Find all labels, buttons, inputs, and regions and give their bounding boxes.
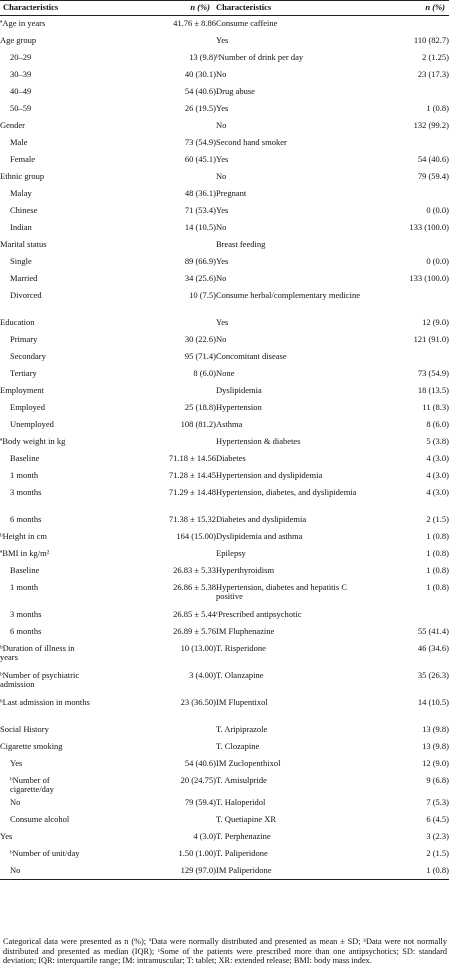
table-row bbox=[0, 271, 449, 288]
right-characteristic-cell: Yes bbox=[216, 34, 229, 45]
left-characteristic-text: 30–39 bbox=[10, 68, 32, 79]
left-characteristic-cell: Marital status bbox=[0, 238, 47, 249]
left-characteristic-cell: Social History bbox=[0, 723, 49, 734]
right-characteristic-cell: Pregnant bbox=[216, 187, 247, 198]
left-value-cell: 95 (71.4) bbox=[184, 350, 216, 361]
left-characteristic-cell bbox=[0, 812, 93, 829]
left-value-cell: 26.89 ± 5.76 bbox=[173, 625, 216, 636]
left-value-cell: 10 (7.5) bbox=[189, 289, 216, 300]
left-characteristic-cell bbox=[0, 152, 93, 169]
left-characteristic-text: Yes bbox=[10, 757, 23, 768]
right-characteristic-cell: Concomitant disease bbox=[216, 350, 287, 361]
left-value-cell bbox=[93, 315, 216, 332]
table-row bbox=[0, 366, 449, 383]
right-characteristic-cell: No bbox=[216, 333, 227, 344]
table-row bbox=[0, 349, 449, 366]
left-value-cell bbox=[93, 118, 216, 135]
right-characteristic-cell: Dyslipidemia bbox=[216, 384, 262, 395]
right-value-cell: 1 (0.8) bbox=[368, 863, 449, 880]
left-characteristic-text: ᵇNumber of unit/day bbox=[10, 847, 80, 858]
right-value-cell: 4 (3.0) bbox=[426, 452, 449, 463]
left-characteristic-text: Chinese bbox=[10, 204, 38, 215]
left-characteristic-text: Baseline bbox=[10, 452, 40, 463]
right-value-cell: 2 (1.5) bbox=[426, 847, 449, 858]
left-characteristic-cell bbox=[0, 580, 93, 607]
left-value-cell: 30 (22.6) bbox=[184, 333, 216, 344]
right-value-cell: 1 (0.8) bbox=[426, 102, 449, 113]
left-characteristic-text: 1 month bbox=[10, 581, 39, 592]
right-characteristic-cell: Epilepsy bbox=[216, 547, 246, 558]
right-value-cell: 1 (0.8) bbox=[426, 547, 449, 558]
left-characteristic-text: 6 months bbox=[10, 513, 42, 524]
table-row bbox=[0, 863, 449, 880]
left-characteristic-text: Female bbox=[10, 153, 36, 164]
left-characteristic-cell bbox=[0, 563, 93, 580]
left-characteristic-text: Employed bbox=[10, 401, 45, 412]
left-value-cell: 73 (54.9) bbox=[184, 136, 216, 147]
left-value-cell: 26.83 ± 5.33 bbox=[173, 564, 216, 575]
left-characteristic-text: 50–59 bbox=[10, 102, 32, 113]
table-row bbox=[0, 16, 449, 33]
table-body bbox=[0, 16, 449, 880]
left-characteristic-text: 40–49 bbox=[10, 85, 32, 96]
right-characteristic-cell: Yes bbox=[216, 153, 229, 164]
right-value-cell bbox=[368, 84, 449, 101]
table-footnote: Categorical data were presented as n (%); ªData were normally distributed and presented as mean ± SD; ᵇData were not normally distributed and presented as median (IQR); ᶜSome of the patients were prescribed more than one antipsychotics; SD: standard deviation; IQR: interquartile range; IM: intramuscular; T: tablet; XR: extended release; BMI: body mass index. bbox=[3, 937, 447, 966]
left-value-cell bbox=[93, 722, 216, 739]
left-characteristic-cell bbox=[0, 67, 93, 84]
left-characteristic-text: No bbox=[10, 796, 21, 807]
left-characteristic-cell bbox=[0, 400, 93, 417]
left-value-cell bbox=[93, 383, 216, 400]
right-value-cell: 8 (6.0) bbox=[426, 418, 449, 429]
table-row bbox=[0, 468, 449, 485]
right-value-cell: 1 (0.8) bbox=[426, 564, 449, 575]
right-value-cell bbox=[368, 237, 449, 254]
table-row bbox=[0, 812, 449, 829]
table-row bbox=[0, 641, 449, 668]
left-characteristic-cell: Cigarette smoking bbox=[0, 740, 63, 751]
right-value-cell: 1 (0.8) bbox=[426, 581, 449, 592]
table-row bbox=[0, 33, 449, 50]
table-row bbox=[0, 756, 449, 773]
left-value-cell: 23 (36.50) bbox=[180, 696, 216, 707]
left-characteristic-cell: ᵇHeight in cm bbox=[0, 530, 48, 541]
table-row bbox=[0, 529, 449, 546]
left-value-cell bbox=[93, 237, 216, 254]
left-characteristic-cell bbox=[0, 451, 93, 468]
table-row bbox=[0, 512, 449, 529]
table-row bbox=[0, 580, 449, 607]
right-characteristic-cell: T. Paliperidone bbox=[216, 847, 268, 858]
left-characteristic-cell: Yes bbox=[0, 830, 13, 841]
left-value-cell: 25 (18.8) bbox=[184, 401, 216, 412]
left-characteristic-text: Tertiary bbox=[10, 367, 37, 378]
right-characteristic-cell: No bbox=[216, 272, 227, 283]
right-value-cell: 3 (2.3) bbox=[426, 830, 449, 841]
left-characteristic-cell bbox=[0, 101, 93, 118]
left-characteristic-cell bbox=[0, 512, 93, 529]
right-characteristic-cell: Hypertension, diabetes, and dyslipidemia bbox=[216, 486, 357, 497]
table-row bbox=[0, 186, 449, 203]
left-characteristic-cell bbox=[0, 773, 93, 795]
table-row bbox=[0, 237, 449, 254]
left-characteristic-text: Primary bbox=[10, 333, 38, 344]
table-row bbox=[0, 695, 449, 722]
right-characteristic-cell: ᶜPrescribed antipsychotic bbox=[216, 608, 302, 619]
table-row bbox=[0, 118, 449, 135]
left-characteristic-cell bbox=[0, 135, 93, 152]
left-characteristic-cell bbox=[0, 288, 93, 315]
table-row bbox=[0, 846, 449, 863]
left-value-cell bbox=[93, 33, 216, 50]
right-characteristic-cell: T. Olanzapine bbox=[216, 669, 264, 680]
right-characteristic-cell: T. Clozapine bbox=[216, 740, 260, 751]
right-characteristic-cell: ᵇNumber of drink per day bbox=[216, 51, 304, 62]
left-characteristic-text: 3 months bbox=[10, 486, 42, 497]
right-characteristic-cell: T. Risperidone bbox=[216, 642, 266, 653]
left-characteristic-text: 3 months bbox=[10, 608, 42, 619]
right-value-cell: 13 (9.8) bbox=[422, 740, 449, 751]
left-characteristic-cell bbox=[0, 485, 93, 512]
table-row bbox=[0, 67, 449, 84]
table-row bbox=[0, 624, 449, 641]
right-value-cell bbox=[368, 186, 449, 203]
right-value-cell: 0 (0.0) bbox=[426, 204, 449, 215]
left-value-cell bbox=[93, 169, 216, 186]
left-characteristic-text: 6 months bbox=[10, 625, 42, 636]
left-characteristic-text: No bbox=[10, 864, 21, 875]
left-value-cell: 40 (30.1) bbox=[184, 68, 216, 79]
right-value-cell: 110 (82.7) bbox=[413, 34, 449, 45]
table-row bbox=[0, 451, 449, 468]
right-value-cell bbox=[368, 288, 449, 315]
left-characteristic-cell bbox=[0, 468, 93, 485]
right-characteristic-cell: T. Aripiprazole bbox=[216, 723, 268, 734]
right-characteristic-cell: T. Haloperidol bbox=[216, 796, 266, 807]
left-characteristic-cell bbox=[0, 846, 93, 863]
left-characteristic-cell bbox=[0, 332, 93, 349]
left-value-cell: 13 (9.8) bbox=[189, 51, 216, 62]
left-characteristic-cell: ᵇDuration of illness in years bbox=[0, 642, 75, 662]
left-characteristic-cell: Age group bbox=[0, 34, 37, 45]
table-row bbox=[0, 563, 449, 580]
right-characteristic-cell: No bbox=[216, 221, 227, 232]
right-value-cell: 5 (3.8) bbox=[426, 435, 449, 446]
right-characteristic-cell: T. Amisulpride bbox=[216, 774, 267, 785]
table-row bbox=[0, 84, 449, 101]
table-header-row bbox=[0, 1, 449, 16]
table-row bbox=[0, 169, 449, 186]
left-characteristic-cell: ªBody weight in kg bbox=[0, 435, 66, 446]
table-row bbox=[0, 135, 449, 152]
right-characteristic-cell: Yes bbox=[216, 204, 229, 215]
left-value-cell: 164 (15.00) bbox=[176, 530, 216, 541]
left-characteristic-cell: Ethnic group bbox=[0, 170, 45, 181]
left-value-cell: 10 (13.00) bbox=[180, 642, 216, 653]
right-characteristic-cell: T. Perphenazine bbox=[216, 830, 271, 841]
right-characteristic-cell: Yes bbox=[216, 316, 229, 327]
table-row bbox=[0, 101, 449, 118]
left-value-cell: 3 (4.00) bbox=[189, 669, 216, 680]
left-value-cell: 48 (36.1) bbox=[184, 187, 216, 198]
left-characteristic-text: Secondary bbox=[10, 350, 46, 361]
header-characteristics-left: Characteristics bbox=[0, 1, 93, 16]
left-characteristic-text: Unemployed bbox=[10, 418, 54, 429]
right-value-cell bbox=[368, 16, 449, 33]
left-characteristic-text: Malay bbox=[10, 187, 32, 198]
table-row bbox=[0, 668, 449, 695]
table-row bbox=[0, 607, 449, 624]
right-value-cell: 9 (6.8) bbox=[426, 774, 449, 785]
header-n-percent-left: n (%) bbox=[93, 1, 216, 16]
right-value-cell: 14 (10.5) bbox=[417, 696, 449, 707]
right-value-cell: 18 (13.5) bbox=[417, 384, 449, 395]
right-value-cell: 13 (9.8) bbox=[422, 723, 449, 734]
left-characteristic-text: Divorced bbox=[10, 289, 42, 300]
table-row bbox=[0, 152, 449, 169]
left-characteristic-cell: Gender bbox=[0, 119, 26, 130]
right-value-cell: 46 (34.6) bbox=[417, 642, 449, 653]
table-row bbox=[0, 383, 449, 400]
table-row bbox=[0, 546, 449, 563]
table-row bbox=[0, 417, 449, 434]
left-value-cell: 60 (45.1) bbox=[184, 153, 216, 164]
left-characteristic-text: ᵇNumber of cigarette/day bbox=[10, 774, 54, 794]
right-characteristic-cell: IM Zuclopenthixol bbox=[216, 757, 281, 768]
right-characteristic-cell: Hypertension and dyslipidemia bbox=[216, 469, 323, 480]
right-characteristic-cell: Dyslipidemia and asthma bbox=[216, 530, 303, 541]
left-value-cell: 54 (40.6) bbox=[184, 85, 216, 96]
table-row bbox=[0, 434, 449, 451]
left-value-cell: 108 (81.2) bbox=[180, 418, 216, 429]
right-value-cell: 133 (100.0) bbox=[409, 272, 449, 283]
table-row bbox=[0, 795, 449, 812]
right-characteristic-cell: None bbox=[216, 367, 235, 378]
right-value-cell: 2 (1.25) bbox=[422, 51, 449, 62]
left-value-cell: 71.28 ± 14.45 bbox=[168, 469, 216, 480]
right-value-cell: 132 (99.2) bbox=[413, 119, 449, 130]
right-characteristic-cell: IM Flupentixol bbox=[216, 696, 268, 707]
left-value-cell: 79 (59.4) bbox=[184, 796, 216, 807]
left-characteristic-text: Indian bbox=[10, 221, 32, 232]
table-row bbox=[0, 254, 449, 271]
left-value-cell: 71.29 ± 14.48 bbox=[168, 486, 216, 497]
table-row bbox=[0, 722, 449, 739]
header-characteristics-right: Characteristics bbox=[216, 1, 368, 16]
right-value-cell: 23 (17.3) bbox=[417, 68, 449, 79]
right-characteristic-cell: Hypertension, diabetes and hepatitis C positive bbox=[216, 581, 348, 601]
left-characteristic-text: 1 month bbox=[10, 469, 39, 480]
left-value-cell: 26.86 ± 5.38 bbox=[173, 581, 216, 592]
left-characteristic-cell: Employment bbox=[0, 384, 44, 395]
right-value-cell: 73 (54.9) bbox=[417, 367, 449, 378]
right-value-cell: 6 (4.5) bbox=[426, 813, 449, 824]
right-characteristic-cell: Yes bbox=[216, 102, 229, 113]
table-row bbox=[0, 829, 449, 846]
left-characteristic-cell: ªAge in years bbox=[0, 18, 46, 28]
right-value-cell: 54 (40.6) bbox=[417, 153, 449, 164]
table-row bbox=[0, 203, 449, 220]
right-value-cell bbox=[368, 135, 449, 152]
table-row bbox=[0, 332, 449, 349]
right-value-cell: 11 (8.3) bbox=[422, 401, 449, 412]
right-value-cell: 0 (0.0) bbox=[426, 255, 449, 266]
left-characteristic-text: Single bbox=[10, 255, 32, 266]
left-value-cell: 89 (66.9) bbox=[184, 255, 216, 266]
table-row bbox=[0, 400, 449, 417]
right-characteristic-cell: Consume caffeine bbox=[216, 18, 278, 28]
left-characteristic-cell bbox=[0, 863, 93, 880]
right-characteristic-cell: IM Fluphenazine bbox=[216, 625, 275, 636]
left-value-cell: 26.85 ± 5.44 bbox=[173, 608, 216, 619]
right-characteristic-cell: T. Quetiapine XR bbox=[216, 813, 277, 824]
right-value-cell: 4 (3.0) bbox=[426, 469, 449, 480]
left-value-cell bbox=[93, 739, 216, 756]
left-characteristic-cell: ªBMI in kg/m² bbox=[0, 547, 50, 558]
right-value-cell: 121 (91.0) bbox=[413, 333, 449, 344]
right-characteristic-cell: No bbox=[216, 119, 227, 130]
left-value-cell: 41.76 ± 8.86 bbox=[173, 18, 216, 28]
table-row bbox=[0, 739, 449, 756]
right-characteristic-cell: Drug abuse bbox=[216, 85, 255, 96]
right-characteristic-cell: Diabetes and dyslipidemia bbox=[216, 513, 307, 524]
left-value-cell: 26 (19.5) bbox=[184, 102, 216, 113]
left-value-cell bbox=[93, 434, 216, 451]
left-characteristic-cell bbox=[0, 349, 93, 366]
left-characteristic-cell: ᵇLast admission in months bbox=[0, 696, 90, 707]
left-characteristic-text: Consume alcohol bbox=[10, 813, 70, 824]
left-value-cell: 71.18 ± 14.56 bbox=[168, 452, 216, 463]
left-value-cell: 54 (40.6) bbox=[184, 757, 216, 768]
left-characteristic-cell: Education bbox=[0, 316, 35, 327]
left-value-cell: 4 (3.0) bbox=[193, 830, 216, 841]
right-value-cell: 2 (1.5) bbox=[426, 513, 449, 524]
right-characteristic-cell: No bbox=[216, 68, 227, 79]
left-characteristic-cell bbox=[0, 795, 93, 812]
left-value-cell bbox=[93, 546, 216, 563]
right-value-cell: 1 (0.8) bbox=[426, 530, 449, 541]
left-value-cell: 8 (6.0) bbox=[193, 367, 216, 378]
left-characteristic-cell bbox=[0, 366, 93, 383]
right-characteristic-cell: Yes bbox=[216, 255, 229, 266]
right-value-cell: 133 (100.0) bbox=[409, 221, 449, 232]
right-value-cell bbox=[368, 349, 449, 366]
table-row bbox=[0, 50, 449, 67]
right-characteristic-cell: Second hand smoker bbox=[216, 136, 287, 147]
right-value-cell: 35 (26.3) bbox=[417, 669, 449, 680]
right-characteristic-cell: Diabetes bbox=[216, 452, 246, 463]
right-characteristic-cell: IM Paliperidone bbox=[216, 863, 368, 880]
right-characteristic-cell: Hypertension bbox=[216, 401, 262, 412]
right-value-cell bbox=[368, 607, 449, 624]
right-characteristic-cell: Consume herbal/complementary medicine bbox=[216, 289, 360, 300]
right-value-cell: 7 (5.3) bbox=[426, 796, 449, 807]
left-value-cell: 71.38 ± 15.32 bbox=[168, 513, 216, 524]
left-characteristic-cell bbox=[0, 254, 93, 271]
left-value-cell bbox=[93, 812, 216, 829]
left-characteristic-text: Married bbox=[10, 272, 38, 283]
right-characteristic-cell: Hypertension & diabetes bbox=[216, 435, 301, 446]
left-value-cell: 71 (53.4) bbox=[184, 204, 216, 215]
left-characteristic-cell bbox=[0, 271, 93, 288]
table-row bbox=[0, 288, 449, 315]
left-characteristic-text: Male bbox=[10, 136, 28, 147]
left-characteristic-cell bbox=[0, 203, 93, 220]
right-characteristic-cell: No bbox=[216, 170, 227, 181]
table-row bbox=[0, 773, 449, 795]
right-value-cell: 12 (9.0) bbox=[422, 757, 449, 768]
left-value-cell: 20 (24.75) bbox=[180, 774, 216, 785]
right-value-cell: 79 (59.4) bbox=[417, 170, 449, 181]
right-characteristic-cell: Asthma bbox=[216, 418, 243, 429]
left-characteristic-cell: ᵇNumber of psychiatric admission bbox=[0, 669, 80, 689]
left-characteristic-cell bbox=[0, 417, 93, 434]
right-value-cell: 12 (9.0) bbox=[422, 316, 449, 327]
table-row bbox=[0, 315, 449, 332]
left-characteristic-cell bbox=[0, 624, 93, 641]
left-characteristic-text: 20–29 bbox=[10, 51, 32, 62]
right-value-cell: 55 (41.4) bbox=[417, 625, 449, 636]
left-characteristic-cell bbox=[0, 50, 93, 67]
right-characteristic-cell: Breast feeding bbox=[216, 238, 266, 249]
table-row bbox=[0, 485, 449, 512]
left-characteristic-cell bbox=[0, 84, 93, 101]
left-characteristic-cell bbox=[0, 756, 93, 773]
right-value-cell: 4 (3.0) bbox=[426, 486, 449, 497]
left-characteristic-cell bbox=[0, 220, 93, 237]
left-characteristic-cell bbox=[0, 607, 93, 624]
left-value-cell: 14 (10.5) bbox=[184, 221, 216, 232]
left-characteristic-text: Baseline bbox=[10, 564, 40, 575]
right-characteristic-cell: Hyperthyroidism bbox=[216, 564, 275, 575]
left-value-cell: 129 (97.0) bbox=[93, 863, 216, 880]
left-characteristic-cell bbox=[0, 186, 93, 203]
left-value-cell: 34 (25.6) bbox=[184, 272, 216, 283]
table-row bbox=[0, 220, 449, 237]
left-value-cell: 1.50 (1.00) bbox=[178, 847, 216, 858]
header-n-percent-right: n (%) bbox=[368, 1, 449, 16]
